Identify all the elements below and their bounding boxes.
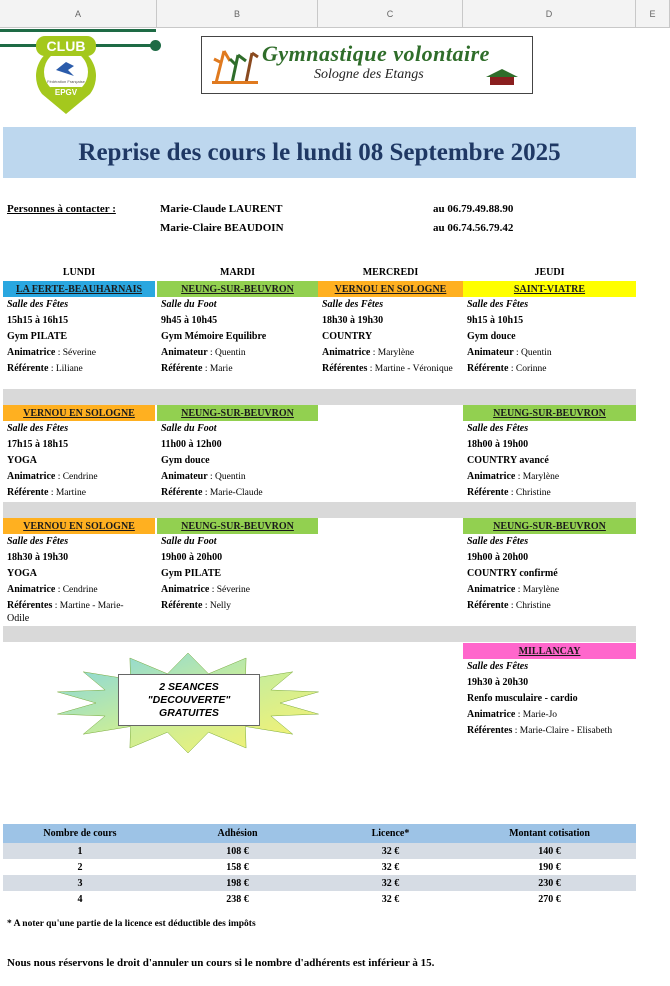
referent — [467, 485, 634, 501]
animator — [467, 469, 634, 485]
place-header: LA FERTE-BEAUHARNAIS — [3, 281, 155, 297]
referent-label: Référente — [161, 487, 203, 498]
place-header: VERNOU EN SOLOGNE — [3, 405, 155, 421]
gymnastique-volontaire-logo — [201, 36, 533, 94]
animator — [7, 582, 153, 598]
pricing-header-cell: Adhésion — [217, 828, 258, 839]
animator-name: : Quentin — [513, 348, 552, 358]
referent — [161, 361, 316, 377]
contacts-label: Personnes à contacter : — [7, 203, 116, 215]
column-header-e[interactable] — [636, 0, 670, 28]
referent-name: : Corinne — [508, 364, 547, 374]
page-title: Reprise des cours le lundi 08 Septembre 2025 — [3, 127, 636, 178]
pricing-cell: 32 € — [381, 877, 400, 889]
referent-label: Référente — [467, 600, 509, 611]
place-header: VERNOU EN SOLOGNE — [318, 281, 463, 297]
animator — [7, 345, 153, 361]
animator-name: : Quentin — [207, 472, 246, 482]
promo-line: 2 SEANCES — [159, 680, 219, 693]
referent-label: Référente — [467, 363, 509, 374]
time: 18h00 à 19h00 — [467, 439, 529, 450]
animator-name: : Marylène — [515, 472, 560, 482]
pricing-cell: 198 € — [226, 877, 249, 889]
time: 11h00 à 12h00 — [161, 439, 222, 450]
referent-name: : Martine - Véronique — [367, 364, 453, 374]
selection-border — [0, 29, 156, 32]
pricing-cell: 108 € — [226, 845, 249, 857]
course-cell — [467, 297, 634, 377]
column-label: A — [74, 8, 81, 19]
animator — [322, 345, 461, 361]
animator-name: : Cendrine — [55, 472, 98, 482]
venue: Salle des Fêtes — [467, 661, 529, 672]
course-cell — [467, 421, 634, 501]
referent-label: Référentes — [322, 363, 368, 374]
animator-label: Animateur — [467, 347, 514, 358]
referent-label: Référentes — [467, 725, 513, 736]
referent-label: Référente — [161, 363, 203, 374]
animator-name: : Quentin — [207, 348, 246, 358]
row-separator — [3, 502, 636, 518]
referent-name: : Martine — [48, 488, 86, 498]
referent-name: : Marie-Claude — [202, 488, 263, 498]
column-header-a[interactable] — [0, 0, 157, 28]
venue: Salle des Fêtes — [7, 536, 69, 547]
time: 9h45 à 10h45 — [161, 315, 218, 326]
contact-name: Marie-Claire BEAUDOIN — [160, 222, 284, 234]
pricing-table — [3, 824, 636, 907]
pricing-row — [3, 891, 636, 907]
course-name: Renfo musculaire - cardio — [467, 693, 578, 704]
referent-name: : Marie-Claire - Elisabeth — [512, 726, 613, 736]
contact-phone: au 06.74.56.79.42 — [433, 222, 514, 234]
pricing-row — [3, 859, 636, 875]
animator-label: Animatrice — [161, 584, 210, 595]
time: 15h15 à 16h15 — [7, 315, 69, 326]
pricing-cell: 238 € — [226, 893, 249, 905]
animator — [161, 345, 316, 361]
referent — [467, 361, 634, 377]
column-label: E — [649, 8, 656, 19]
pricing-header-cell: Nombre de cours — [43, 828, 117, 839]
referent-label: Référente — [467, 487, 509, 498]
course-cell — [7, 297, 153, 377]
referent — [467, 598, 634, 614]
animator-label: Animatrice — [7, 471, 56, 482]
row-separator — [3, 626, 636, 642]
column-label: B — [233, 8, 240, 19]
course-name: YOGA — [7, 455, 37, 466]
animator-name: : Séverine — [55, 348, 96, 358]
referent — [467, 723, 634, 739]
contact-name: Marie-Claude LAURENT — [160, 203, 283, 215]
referent-label: Référente — [7, 363, 49, 374]
animator-label: Animatrice — [322, 347, 371, 358]
referent — [322, 361, 461, 377]
course-name: COUNTRY confirmé — [467, 568, 558, 579]
venue: Salle du Foot — [161, 423, 217, 434]
animator — [467, 707, 634, 723]
venue: Salle des Fêtes — [322, 299, 384, 310]
animator-label: Animatrice — [7, 347, 56, 358]
referent-name: : Liliane — [48, 364, 83, 374]
animator-name: : Marie-Jo — [515, 710, 558, 720]
pricing-cell: 1 — [77, 845, 83, 857]
time: 17h15 à 18h15 — [7, 439, 69, 450]
day-header-mardi: MARDI — [220, 267, 255, 278]
referent — [7, 485, 153, 501]
referent-name: : Nelly — [202, 601, 231, 611]
column-header-d[interactable] — [463, 0, 636, 28]
place-header: MILLANCAY — [463, 643, 636, 659]
referent-name-cont: Odile — [7, 613, 30, 624]
course-cell — [467, 659, 634, 739]
house-icon — [484, 67, 520, 87]
pricing-cell: 140 € — [538, 845, 561, 857]
pricing-cell: 32 € — [381, 845, 400, 857]
animator-name: : Séverine — [209, 585, 250, 595]
fill-handle[interactable] — [150, 40, 161, 51]
course-name: COUNTRY avancé — [467, 455, 549, 466]
gv-title: Gymnastique volontaire — [262, 41, 490, 66]
venue: Salle des Fêtes — [7, 423, 69, 434]
pricing-header-cell: Licence* — [371, 828, 410, 839]
pricing-cell: 32 € — [381, 893, 400, 905]
animator-label: Animatrice — [467, 471, 516, 482]
place-header: NEUNG-SUR-BEUVRON — [157, 405, 318, 421]
referent-label: Référentes — [7, 600, 53, 611]
day-header-lundi: LUNDI — [62, 267, 96, 278]
animator — [467, 345, 634, 361]
club-text: CLUB — [46, 38, 86, 54]
club-epgv-logo — [32, 36, 100, 116]
time: 19h00 à 20h00 — [467, 552, 529, 563]
pricing-header-row — [3, 824, 636, 843]
row-separator — [3, 389, 636, 405]
referent-label: Référente — [161, 600, 203, 611]
referent — [7, 598, 153, 614]
course-cell — [7, 534, 153, 624]
animator-label: Animatrice — [7, 584, 56, 595]
club-small-text: Fédération Française — [47, 79, 85, 84]
course-cell — [161, 297, 316, 377]
animator-name: : Marylène — [370, 348, 415, 358]
venue: Salle des Fêtes — [467, 423, 529, 434]
place-header: NEUNG-SUR-BEUVRON — [157, 518, 318, 534]
footnote: * A noter qu'une partie de la licence est déductible des impôts — [7, 919, 256, 929]
disclaimer: Nous nous réservons le droit d'annuler un cours si le nombre d'adhérents est inférieur à 15. — [7, 957, 435, 969]
time: 18h30 à 19h30 — [7, 552, 69, 563]
pricing-cell: 230 € — [538, 877, 561, 889]
animator-name: : Cendrine — [55, 585, 98, 595]
contact-phone: au 06.79.49.88.90 — [433, 203, 514, 215]
course-cell — [161, 421, 316, 501]
animator — [7, 469, 153, 485]
referent-name: : Martine - Marie- — [52, 601, 124, 611]
figures-icon — [210, 43, 260, 87]
gv-subtitle: Sologne des Etangs — [314, 67, 424, 82]
course-name: COUNTRY — [322, 331, 373, 342]
venue: Salle des Fêtes — [467, 536, 529, 547]
column-header-c[interactable] — [318, 0, 463, 28]
animator — [161, 469, 316, 485]
course-name: Gym Mémoire Equilibre — [161, 331, 267, 342]
promo-box — [118, 674, 260, 726]
animator-name: : Marylène — [515, 585, 560, 595]
venue: Salle du Foot — [161, 536, 217, 547]
time: 18h30 à 19h30 — [322, 315, 384, 326]
animator-label: Animatrice — [467, 584, 516, 595]
pricing-cell: 158 € — [226, 861, 249, 873]
referent — [161, 598, 316, 614]
time: 19h00 à 20h00 — [161, 552, 223, 563]
promo-line: "DECOUVERTE" — [147, 693, 231, 706]
course-cell — [161, 534, 316, 614]
referent-name: : Christine — [508, 488, 551, 498]
animator-label: Animateur — [161, 471, 208, 482]
pricing-row — [3, 875, 636, 891]
animator — [161, 582, 316, 598]
pricing-cell: 32 € — [381, 861, 400, 873]
pricing-cell: 3 — [77, 877, 83, 889]
referent — [7, 361, 153, 377]
referent-label: Référente — [7, 487, 49, 498]
pricing-cell: 2 — [77, 861, 83, 873]
course-name: Gym PILATE — [7, 331, 68, 342]
promo-line: GRATUITES — [159, 706, 219, 719]
course-cell — [467, 534, 634, 614]
pricing-cell: 4 — [77, 893, 83, 905]
column-label: D — [545, 8, 553, 19]
animator-label: Animatrice — [467, 709, 516, 720]
day-header-mercredi: MERCREDI — [362, 267, 419, 278]
animator-label: Animateur — [161, 347, 208, 358]
column-header-b[interactable] — [157, 0, 318, 28]
pricing-header-cell: Montant cotisation — [509, 828, 590, 839]
course-name: Gym douce — [161, 455, 210, 466]
course-name: Gym douce — [467, 331, 516, 342]
referent-name: : Christine — [508, 601, 551, 611]
place-header: VERNOU EN SOLOGNE — [3, 518, 155, 534]
venue: Salle des Fêtes — [7, 299, 69, 310]
place-header: NEUNG-SUR-BEUVRON — [463, 518, 636, 534]
day-header-jeudi: JEUDI — [534, 267, 565, 278]
course-cell — [7, 421, 153, 501]
time: 19h30 à 20h30 — [467, 677, 529, 688]
course-name: YOGA — [7, 568, 37, 579]
course-name: Gym PILATE — [161, 568, 222, 579]
place-header: NEUNG-SUR-BEUVRON — [463, 405, 636, 421]
referent — [161, 485, 316, 501]
pricing-row — [3, 843, 636, 859]
club-code: EPGV — [54, 88, 78, 97]
referent-name: : Marie — [202, 364, 233, 374]
place-header: SAINT-VIATRE — [463, 281, 636, 297]
place-header: NEUNG-SUR-BEUVRON — [157, 281, 318, 297]
pricing-cell: 270 € — [538, 893, 561, 905]
time: 9h15 à 10h15 — [467, 315, 524, 326]
column-label: C — [386, 8, 394, 19]
animator — [467, 582, 634, 598]
venue: Salle du Foot — [161, 299, 217, 310]
pricing-cell: 190 € — [538, 861, 561, 873]
venue: Salle des Fêtes — [467, 299, 529, 310]
course-cell — [322, 297, 461, 377]
